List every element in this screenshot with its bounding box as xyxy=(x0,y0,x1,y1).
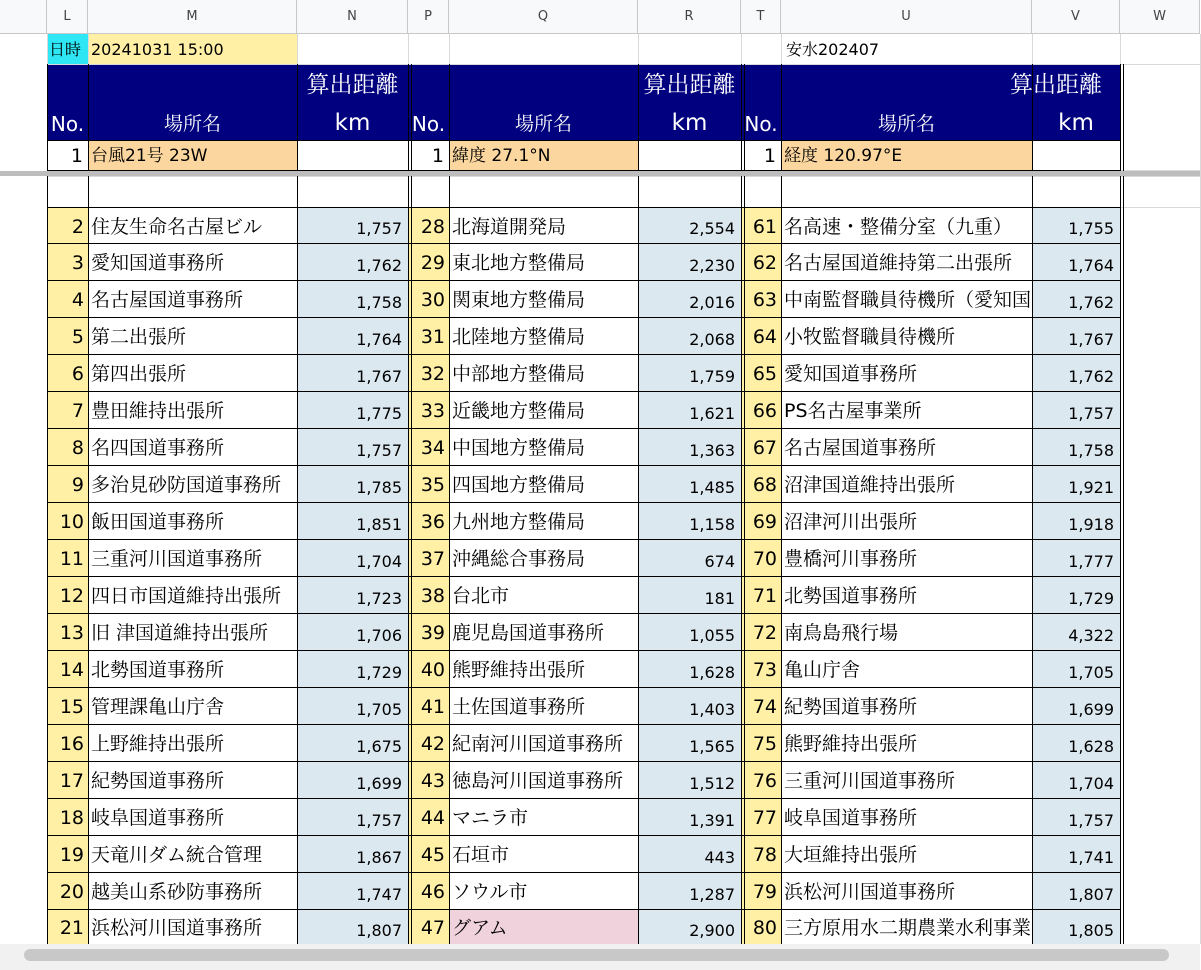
distance-value: 1,287 xyxy=(689,885,735,904)
distance-value: 1,729 xyxy=(356,663,402,682)
distance-value: 1,628 xyxy=(1068,737,1114,756)
place-name: 第四出張所 xyxy=(91,363,187,385)
distance-value: 1,158 xyxy=(689,515,735,534)
distance-value: 674 xyxy=(704,552,735,571)
row-number: 76 xyxy=(752,770,777,792)
place-name: 豊橋河川事務所 xyxy=(784,548,918,570)
place-name: ソウル市 xyxy=(452,881,528,903)
column-header-r[interactable]: R xyxy=(638,0,741,34)
row-number: 5 xyxy=(71,326,84,348)
row-number: 21 xyxy=(59,917,84,939)
reference-name: 経度 120.97°E xyxy=(784,146,903,166)
row-number: 73 xyxy=(752,659,777,681)
column-header-q[interactable]: Q xyxy=(449,0,638,34)
place-name: 熊野維持出張所 xyxy=(784,733,918,755)
distance-value: 1,921 xyxy=(1068,478,1114,497)
row-number: 3 xyxy=(71,252,84,274)
place-name: 東北地方整備局 xyxy=(452,252,586,274)
row-number: 18 xyxy=(59,807,84,829)
row-number: 6 xyxy=(71,363,84,385)
place-name: 沼津河川出張所 xyxy=(784,511,918,533)
distance-value: 1,758 xyxy=(356,293,402,312)
distance-value: 1,805 xyxy=(1068,921,1114,940)
distance-value: 4,322 xyxy=(1068,626,1114,645)
source-label: 安水202407 xyxy=(786,40,880,59)
place-name: 名古屋国道維持第二出張所 xyxy=(784,252,1013,274)
distance-value: 1,775 xyxy=(356,404,402,423)
reference-no: 1 xyxy=(70,145,83,167)
row-number: 8 xyxy=(71,437,84,459)
place-name: 越美山系砂防事務所 xyxy=(91,881,263,903)
row-number: 79 xyxy=(752,881,777,903)
row-number: 72 xyxy=(752,622,777,644)
distance-value: 181 xyxy=(704,589,735,608)
row-number: 34 xyxy=(420,437,445,459)
row-number: 69 xyxy=(752,511,777,533)
place-name: 近畿地方整備局 xyxy=(452,400,586,422)
distance-value: 1,807 xyxy=(356,921,402,940)
no-header-label: No. xyxy=(50,112,85,136)
distance-value: 443 xyxy=(704,848,735,867)
place-name: 北陸地方整備局 xyxy=(452,326,586,348)
row-number: 15 xyxy=(59,696,84,718)
row-number: 12 xyxy=(59,585,84,607)
distance-value: 1,699 xyxy=(1068,700,1114,719)
reference-name: 台風21号 23W xyxy=(91,146,208,166)
row-number: 62 xyxy=(752,252,777,274)
distance-value: 1,762 xyxy=(1068,367,1114,386)
place-name: 紀勢国道事務所 xyxy=(91,770,225,792)
row-number: 38 xyxy=(420,585,445,607)
place-name: 石垣市 xyxy=(452,844,510,866)
place-name: 愛知国道事務所 xyxy=(784,363,918,385)
distance-header-label: 算出距離 xyxy=(1010,72,1102,98)
distance-value: 1,758 xyxy=(1068,441,1114,460)
row-number: 37 xyxy=(420,548,445,570)
place-name: 上野維持出張所 xyxy=(91,733,225,755)
place-name: 管理課亀山庁舎 xyxy=(91,696,225,718)
distance-value: 1,729 xyxy=(1068,589,1114,608)
reference-name: 緯度 27.1°N xyxy=(452,146,551,166)
reference-km-cell-left[interactable] xyxy=(297,140,408,170)
grid-hline xyxy=(47,176,1200,177)
place-name: 名古屋国道事務所 xyxy=(784,437,937,459)
distance-value: 1,699 xyxy=(356,774,402,793)
distance-value: 2,016 xyxy=(689,293,735,312)
row-number: 4 xyxy=(71,289,84,311)
place-header-label: 場所名 xyxy=(877,113,935,135)
place-name: 亀山庁舎 xyxy=(784,659,861,681)
row-number: 9 xyxy=(71,474,84,496)
no-header-label: No. xyxy=(744,112,778,136)
km-unit-label: km xyxy=(671,110,708,136)
row-number: 2 xyxy=(71,216,84,238)
place-name: マニラ市 xyxy=(452,807,529,829)
place-name: 三重河川国道事務所 xyxy=(784,770,956,792)
place-name: 豊田維持出張所 xyxy=(91,400,225,422)
distance-value: 1,723 xyxy=(356,589,402,608)
row-number: 64 xyxy=(752,326,777,348)
horizontal-scrollbar-thumb[interactable] xyxy=(24,949,1169,961)
row-number: 74 xyxy=(752,696,777,718)
place-name: 四国地方整備局 xyxy=(452,474,586,496)
place-name: 中南監督職員待機所（愛知国 xyxy=(784,289,1032,311)
place-name: 関東地方整備局 xyxy=(452,289,586,311)
row-number: 7 xyxy=(71,400,84,422)
reference-km-cell-mid[interactable] xyxy=(638,140,741,170)
distance-header-label: 算出距離 xyxy=(643,72,736,98)
place-name: 北勢国道事務所 xyxy=(91,659,225,681)
row-number: 78 xyxy=(752,844,777,866)
distance-value: 1,918 xyxy=(1068,515,1114,534)
place-name: 岐阜国道事務所 xyxy=(91,807,225,829)
place-name: 三方原用水二期農業水利事業 xyxy=(784,917,1032,939)
distance-value: 2,900 xyxy=(689,921,735,940)
row-number: 80 xyxy=(752,917,777,939)
row-number: 35 xyxy=(420,474,445,496)
row-number: 45 xyxy=(420,844,445,866)
place-name: 中国地方整備局 xyxy=(452,437,586,459)
row-number: 29 xyxy=(420,252,445,274)
place-name: 大垣維持出張所 xyxy=(784,844,918,866)
place-name: 四日市国道維持出張所 xyxy=(91,585,282,607)
row-number: 47 xyxy=(420,917,445,939)
distance-value: 1,867 xyxy=(356,848,402,867)
distance-value: 1,705 xyxy=(1068,663,1114,682)
distance-value: 1,785 xyxy=(356,478,402,497)
row-number: 77 xyxy=(752,807,777,829)
row-number: 42 xyxy=(420,733,445,755)
distance-value: 1,363 xyxy=(689,441,735,460)
place-name: 名古屋国道事務所 xyxy=(91,289,244,311)
row-number: 17 xyxy=(59,770,84,792)
row-number: 41 xyxy=(420,696,445,718)
place-name: 台北市 xyxy=(452,585,510,607)
place-name: PS名古屋事業所 xyxy=(784,400,922,422)
place-name: 飯田国道事務所 xyxy=(91,511,225,533)
place-name: 小牧監督職員待機所 xyxy=(784,326,956,348)
column-header-l[interactable]: L xyxy=(47,0,88,34)
distance-value: 1,704 xyxy=(356,552,402,571)
row-number: 19 xyxy=(59,844,84,866)
column-header-t[interactable]: T xyxy=(741,0,781,34)
reference-no: 1 xyxy=(763,145,776,167)
distance-value: 1,747 xyxy=(356,885,402,904)
grid-hline xyxy=(47,64,1200,65)
row-number: 11 xyxy=(59,548,84,570)
distance-value: 1,741 xyxy=(1068,848,1114,867)
place-name: 名高速・整備分室（九重） xyxy=(784,216,1013,238)
row-number: 46 xyxy=(420,881,445,903)
row-number: 13 xyxy=(59,622,84,644)
table-separator-line xyxy=(1123,64,1124,944)
distance-value: 1,055 xyxy=(689,626,735,645)
select-all-corner[interactable] xyxy=(0,0,47,34)
place-name: 岐阜国道事務所 xyxy=(784,807,918,829)
place-name: 多治見砂防国道事務所 xyxy=(91,474,282,496)
place-name: 第二出張所 xyxy=(91,326,187,348)
row-number: 39 xyxy=(420,622,445,644)
place-name: 北海道開発局 xyxy=(452,216,567,238)
distance-value: 1,762 xyxy=(356,256,402,275)
distance-value: 2,230 xyxy=(689,256,735,275)
datetime-label: 日時 xyxy=(49,40,82,59)
distance-value: 1,512 xyxy=(689,774,735,793)
place-name: 紀勢国道事務所 xyxy=(784,696,918,718)
place-name: 紀南河川国道事務所 xyxy=(452,733,624,755)
column-header-n[interactable]: N xyxy=(297,0,408,34)
reference-km-cell-right[interactable] xyxy=(1032,140,1120,170)
row-number: 65 xyxy=(752,363,777,385)
distance-value: 1,757 xyxy=(356,219,402,238)
km-unit-label: km xyxy=(334,110,371,136)
place-header-label: 場所名 xyxy=(163,113,221,135)
distance-value: 1,706 xyxy=(356,626,402,645)
no-header-label: No. xyxy=(411,112,446,136)
distance-value: 1,391 xyxy=(689,811,735,830)
distance-value: 1,621 xyxy=(689,404,735,423)
row-number: 70 xyxy=(752,548,777,570)
row-number: 31 xyxy=(420,326,445,348)
row-number: 75 xyxy=(752,733,777,755)
distance-value: 1,767 xyxy=(1068,330,1114,349)
place-name: 九州地方整備局 xyxy=(452,511,586,533)
distance-value: 2,554 xyxy=(689,219,735,238)
place-name: 住友生命名古屋ビル xyxy=(91,216,263,238)
distance-value: 1,757 xyxy=(1068,811,1114,830)
place-name: 浜松河川国道事務所 xyxy=(91,917,263,939)
distance-value: 1,757 xyxy=(356,441,402,460)
distance-value: 1,403 xyxy=(689,700,735,719)
distance-value: 1,565 xyxy=(689,737,735,756)
distance-value: 1,762 xyxy=(1068,293,1114,312)
row-number: 28 xyxy=(420,216,445,238)
place-name: 天竜川ダム統合管理 xyxy=(91,844,263,866)
distance-value: 1,757 xyxy=(356,811,402,830)
reference-no: 1 xyxy=(431,145,444,167)
column-header-p[interactable]: P xyxy=(408,0,449,34)
datetime-value: 20241031 15:00 xyxy=(91,40,224,59)
place-name: 愛知国道事務所 xyxy=(91,252,225,274)
row-number: 33 xyxy=(420,400,445,422)
distance-value: 1,755 xyxy=(1068,219,1114,238)
row-number: 63 xyxy=(752,289,777,311)
distance-value: 1,764 xyxy=(1068,256,1114,275)
distance-value: 1,705 xyxy=(356,700,402,719)
column-header-v[interactable]: V xyxy=(1032,0,1120,34)
place-name: 熊野維持出張所 xyxy=(452,659,586,681)
distance-value: 1,759 xyxy=(689,367,735,386)
distance-value: 1,807 xyxy=(1068,885,1114,904)
place-name: 鹿児島国道事務所 xyxy=(452,622,605,644)
km-unit-label: km xyxy=(1058,110,1094,136)
place-name: 三重河川国道事務所 xyxy=(91,548,263,570)
distance-value: 1,777 xyxy=(1068,552,1114,571)
distance-value: 1,767 xyxy=(356,367,402,386)
place-name: 中部地方整備局 xyxy=(452,363,586,385)
row-number: 68 xyxy=(752,474,777,496)
place-name: 名四国道事務所 xyxy=(91,437,225,459)
distance-value: 1,485 xyxy=(689,478,735,497)
distance-value: 1,704 xyxy=(1068,774,1114,793)
place-name: 北勢国道事務所 xyxy=(784,585,918,607)
row-number: 32 xyxy=(420,363,445,385)
row-number: 10 xyxy=(59,511,84,533)
distance-value: 1,757 xyxy=(1068,404,1114,423)
frozen-rows-divider[interactable] xyxy=(0,171,1200,176)
distance-value: 1,851 xyxy=(356,515,402,534)
row-number: 71 xyxy=(752,585,777,607)
distance-header-label: 算出距離 xyxy=(306,72,399,98)
place-name: 土佐国道事務所 xyxy=(452,696,586,718)
row-number: 66 xyxy=(752,400,777,422)
column-header-m[interactable]: M xyxy=(88,0,297,34)
place-name: 浜松河川国道事務所 xyxy=(784,881,956,903)
distance-value: 2,068 xyxy=(689,330,735,349)
row-number: 30 xyxy=(420,289,445,311)
place-name: 沖縄総合事務局 xyxy=(452,548,586,570)
row-number: 40 xyxy=(420,659,445,681)
distance-value: 1,628 xyxy=(689,663,735,682)
row-number: 36 xyxy=(420,511,445,533)
place-name: 徳島河川国道事務所 xyxy=(452,770,624,792)
column-header-w[interactable]: W xyxy=(1120,0,1200,34)
place-name: 旧 津国道維持出張所 xyxy=(91,622,269,644)
row-number: 20 xyxy=(59,881,84,903)
place-header-label: 場所名 xyxy=(514,113,572,135)
distance-value: 1,764 xyxy=(356,330,402,349)
row-number: 67 xyxy=(752,437,777,459)
column-header-u[interactable]: U xyxy=(781,0,1032,34)
distance-value: 1,675 xyxy=(356,737,402,756)
place-name: 沼津国道維持出張所 xyxy=(784,474,956,496)
row-number: 44 xyxy=(420,807,445,829)
place-name: 南鳥島飛行場 xyxy=(784,622,899,644)
row-number: 43 xyxy=(420,770,445,792)
row-number: 14 xyxy=(59,659,84,681)
table-col-border xyxy=(1120,64,1121,944)
place-name: グアム xyxy=(452,917,508,939)
row-number: 16 xyxy=(59,733,84,755)
row-number: 61 xyxy=(752,216,777,238)
